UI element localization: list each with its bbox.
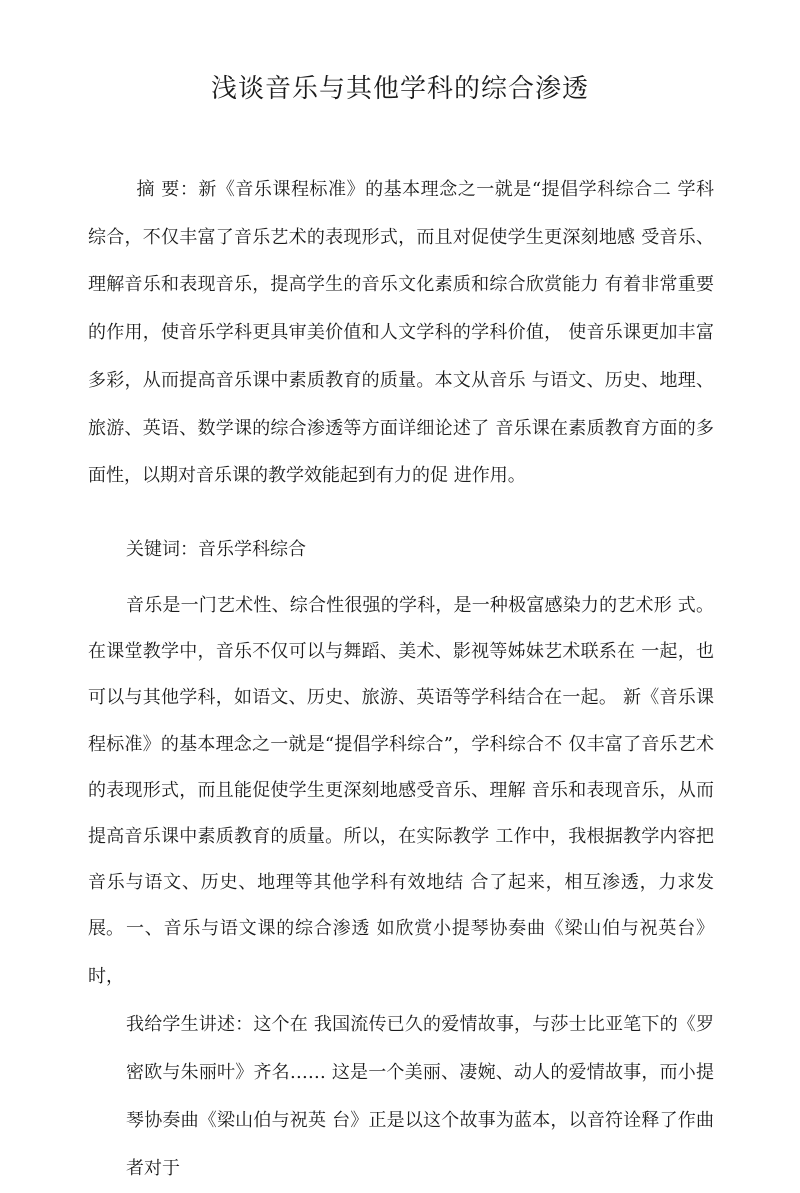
abstract-paragraph — [88, 166, 714, 500]
body-paragraph-1: 音乐是一门艺术性、综合性很强的学科，是一种极富感染力的艺术形 式。在课堂教学中，音乐不仅可以与舞蹈、美术、影视等姊妹艺术联系在 一起，也可以与其他学科，如语文、历史、旅游、英语等学科结合在一起。 新《音乐课程标准》的基本理念之一就是“提倡学科综合”，学科综合不 仅丰富了音乐艺术的表现形式，而且能促使学生更深刻地感受音乐、理解 音乐和表现音乐，从而提高音乐课中素质教育的质量。所以，在实际教学 工作中，我根据教学内容把音乐与语文、历史、地理等其他学科有效地结 合了起来，相互渗透，力求发展。 — [88, 595, 714, 940]
abstract-label: 摘 要： — [136, 179, 199, 200]
section-1-heading-line: 一、音乐与语文课的综合渗透 如欣赏小提琴协奏曲《梁山伯与祝英台》时， — [88, 918, 714, 987]
document-title: 浅谈音乐与其他学科的综合渗透 — [210, 74, 589, 104]
keywords-line: 关键词：音乐学科综合 — [126, 539, 306, 560]
section-1 — [88, 905, 714, 1193]
section-1-body: 我给学生讲述：这个在 我国流传已久的爱情故事，与莎士比亚笔下的《罗密欧与朱丽叶》齐名…… 这是一个美丽、凄婉、动人的爱情故事，而小提琴协奏曲《梁山伯与祝英 台》正是以这个故事为蓝本，以音符诠释了作曲者对于 — [126, 1014, 714, 1179]
abstract-text: 新《音乐课程标准》的基本理念之一就是“提倡学科综合二 学科综合，不仅丰富了音乐艺术的表现形式，而且对促使学生更深刻地感 受音乐、理解音乐和表现音乐，提高学生的音乐文化素质和综合欣赏能力 有着非常重要的作用，使音乐学科更具审美价值和人文学科的学科价值， 使音乐课更加丰富多彩，从而提高音乐课中素质教育的质量。本文从音乐 与语文、历史、地理、旅游、英语、数学课的综合渗透等方面详细论述了 音乐课在素质教育方面的多面性，以期对音乐课的教学效能起到有力的促 进作用。 — [88, 179, 714, 487]
